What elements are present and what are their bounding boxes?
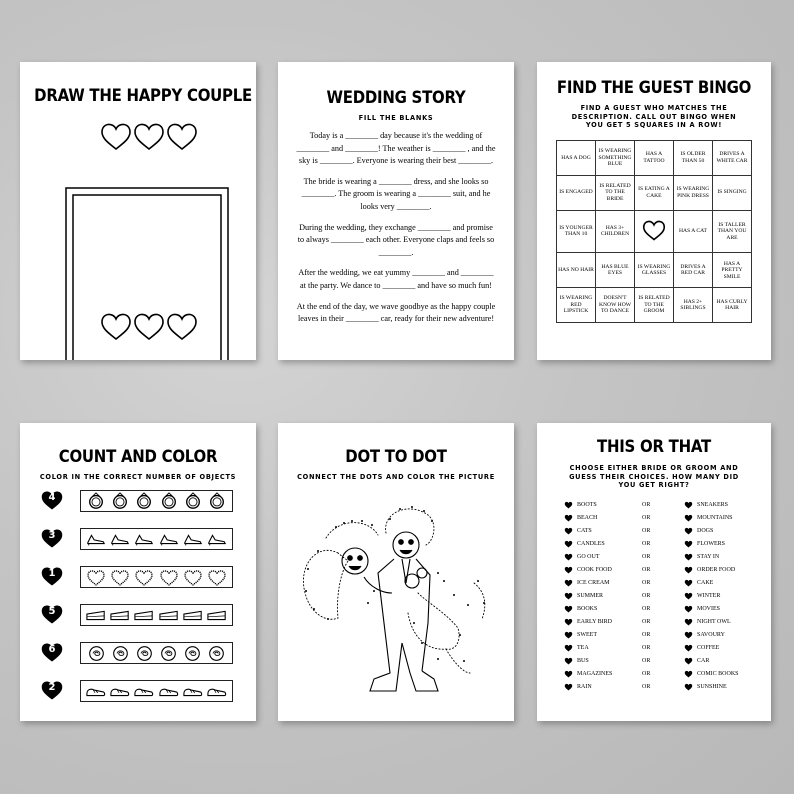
heart-icon [208,569,226,586]
choice-left[interactable]: BOOTS [577,502,597,508]
or-label: OR [642,541,651,547]
heart-bullet-icon [684,657,693,665]
sheet-title: FIND THE GUEST BINGO [556,78,752,98]
heart-bullet-icon [564,683,573,691]
or-label: OR [642,515,651,521]
object-box [80,528,233,550]
object-box [80,566,233,588]
choice-right[interactable]: MOUNTAINS [697,515,733,521]
shoe-icon [183,531,203,547]
heart-icon [135,569,153,586]
heart-bullet-icon [564,540,573,548]
choice-row [537,590,771,603]
bingo-cell[interactable]: IS WEARING GLASSES [635,253,674,288]
guest-bingo-sheet [537,62,771,360]
sheet-subtitle: CHOOSE EITHER BRIDE OR GROOM AND GUESS THEIR CHOICES. HOW MANY DID YOU GET RIGHT? [569,464,739,490]
draw-couple-sheet [20,62,256,360]
heart-bullet-icon [684,501,693,509]
bingo-cell[interactable]: IS WEARING SOMETHING BLUE [596,141,635,176]
shoe-icon [110,531,130,547]
choice-row [537,512,771,525]
count-number: 1 [48,568,56,579]
story-paragraph: After the wedding, we eat yummy ________ and ________ at the party. We dance to ________ and have so much fun! [298,268,494,290]
sheet-title: WEDDING STORY [326,88,466,108]
heart-bullet-icon [684,605,693,613]
or-label: OR [642,606,651,612]
heart-bullet-icon [684,540,693,548]
count-row-roses [40,641,235,665]
choice-right[interactable]: SNEAKERS [697,502,729,508]
choice-right[interactable]: FLOWERS [697,541,726,547]
choice-left[interactable]: COOK FOOD [577,567,612,573]
heart-bullet-icon [564,605,573,613]
choice-left[interactable]: BEACH [577,515,598,521]
choice-row [537,681,771,694]
heart-bullet-icon [564,566,573,574]
or-label: OR [642,658,651,664]
cake-slice-icon [159,608,179,622]
bingo-cell[interactable]: HAS A DOG [557,141,596,176]
count-number: 2 [48,682,56,693]
cake-slice-icon [86,608,106,622]
choice-right[interactable]: NIGHT OWL [697,619,731,625]
choice-right[interactable]: COMIC BOOKS [697,671,739,677]
choice-row [537,564,771,577]
bingo-cell[interactable]: HAS A CAT [674,210,713,253]
bingo-cell[interactable]: IS YOUNGER THAN 10 [557,210,596,253]
choice-row [537,525,771,538]
count-row-hearts [40,565,235,589]
choice-row [537,616,771,629]
choice-left[interactable]: BOOKS [577,606,598,612]
story-text [296,130,496,334]
ring-icon [111,492,129,510]
choice-right[interactable]: MOVIES [697,606,721,612]
heart-bullet-icon [684,592,693,600]
heart-bullet-icon [684,514,693,522]
heart-bullet-icon [564,579,573,587]
sheet-title: THIS OR THAT [597,437,711,457]
cake-slice-icon [134,608,154,622]
bingo-cell[interactable]: IS RELATED TO THE BRIDE [596,175,635,210]
heart-bullet-icon [564,553,573,561]
rose-icon [88,645,105,662]
choice-right[interactable]: WINTER [697,593,721,599]
shoe-icon [159,531,179,547]
heart-bullet-icon [564,592,573,600]
choice-left[interactable]: SUMMER [577,593,604,599]
sheet-title: DOT TO DOT [345,447,447,467]
choice-row [537,642,771,655]
choice-right[interactable]: DOGS [697,528,714,534]
sheet-subtitle: FIND A GUEST WHO MATCHES THE DESCRIPTION. CALL OUT BINGO WHEN YOU GET 5 SQUARES IN A ROW! [571,104,737,130]
shoe-icon [207,531,227,547]
count-row-dress-shoes [40,679,235,703]
cake-slice-icon [207,608,227,622]
choice-left[interactable]: RAIN [577,684,592,690]
ring-icon [184,492,202,510]
or-label: OR [642,528,651,534]
heart-bullet-icon [564,618,573,626]
choice-row [537,603,771,616]
choice-right[interactable]: COFFEE [697,645,720,651]
rose-icon [208,645,225,662]
heart-bullet-icon [564,501,573,509]
bingo-cell[interactable]: HAS 3+ CHILDREN [596,210,635,253]
count-row-shoes [40,527,235,551]
bingo-cell[interactable]: IS SINGING [713,175,752,210]
story-paragraph: The bride is wearing a ________ dress, and she looks so ________. The groom is wearing a ________ suit, and he looks very ________. [301,176,491,211]
choice-row [537,538,771,551]
choice-right[interactable]: SUNSHINE [697,684,727,690]
bingo-grid [556,140,752,323]
object-box [80,680,233,702]
choice-left[interactable]: EARLY BIRD [577,619,613,625]
count-number: 3 [48,530,56,541]
heart-bullet-icon [564,514,573,522]
shoe-icon [134,531,154,547]
story-paragraph: During the wedding, they exchange ________ and promise to always ________ each other. Everyone claps and feels so ________. [297,222,495,257]
couple-dot-picture [278,423,514,721]
cake-slice-icon [110,608,130,622]
choice-left[interactable]: TEA [577,645,589,651]
or-label: OR [642,632,651,638]
choice-row [537,551,771,564]
or-label: OR [642,502,651,508]
choice-left[interactable]: CATS [577,528,592,534]
choice-left[interactable]: SWEET [577,632,597,638]
choice-list [537,499,771,711]
heart-bullet-icon [684,683,693,691]
heart-bullet-icon [564,670,573,678]
bingo-cell[interactable]: IS OLDER THAN 50 [674,141,713,176]
heart-icon [642,219,666,241]
or-label: OR [642,567,651,573]
heart-frame [20,62,256,360]
dress-shoe-icon [134,684,154,698]
choice-left[interactable]: GO OUT [577,554,600,560]
ring-icon [208,492,226,510]
or-label: OR [642,593,651,599]
choice-row [537,629,771,642]
sheet-subtitle: COLOR IN THE CORRECT NUMBER OF OBJECTS [39,473,237,481]
sheet-title: COUNT AND COLOR [58,447,218,467]
choice-left[interactable]: MAGAZINES [577,671,613,677]
story-paragraph: Today is a ________ day because it's the wedding of ________ and ________! The weather is ________ , and the sky is ________. Everyone is wearing their best ________. [296,131,496,166]
or-label: OR [642,619,651,625]
or-label: OR [642,671,651,677]
object-box [80,490,233,512]
or-label: OR [642,645,651,651]
count-number: 6 [48,644,56,655]
choice-right[interactable]: ORDER FOOD [697,567,736,573]
choice-row [537,577,771,590]
bingo-cell[interactable]: IS ENGAGED [557,175,596,210]
this-or-that-sheet [537,423,771,721]
choice-left[interactable]: BUS [577,658,589,664]
heart-bullet-icon [564,644,573,652]
bingo-cell[interactable]: DOESN'T KNOW HOW TO DANCE [596,288,635,323]
bingo-cell[interactable]: HAS BLUE EYES [596,253,635,288]
dress-shoe-icon [159,684,179,698]
object-box [80,642,233,664]
heart-icon [160,569,178,586]
wedding-story-sheet [278,62,514,360]
choice-left[interactable]: CANDLES [577,541,605,547]
heart-bullet-icon [684,618,693,626]
bingo-cell[interactable]: HAS A PRETTY SMILE [713,253,752,288]
heart-bullet-icon [564,527,573,535]
bingo-cell[interactable]: IS EATING A CAKE [635,175,674,210]
or-label: OR [642,554,651,560]
bingo-free-cell[interactable] [635,210,674,253]
bingo-cell[interactable]: DRIVES A RED CAR [674,253,713,288]
ring-icon [87,492,105,510]
dress-shoe-icon [86,684,106,698]
heart-icon [111,569,129,586]
dress-shoe-icon [207,684,227,698]
choice-right[interactable]: SAVOURY [697,632,725,638]
rose-icon [136,645,153,662]
or-label: OR [642,580,651,586]
object-box [80,604,233,626]
bingo-cell[interactable]: IS TALLER THAN YOU ARE [713,210,752,253]
rose-icon [112,645,129,662]
heart-bullet-icon [684,631,693,639]
count-row-rings [40,489,235,513]
choice-row [537,655,771,668]
heart-bullet-icon [684,579,693,587]
rose-icon [160,645,177,662]
dot-to-dot-sheet [278,423,514,721]
sheet-subtitle: FILL THE BLANKS [358,114,434,122]
choice-row [537,499,771,512]
sheet-title: DRAW THE HAPPY COUPLE [34,86,252,106]
heart-bullet-icon [684,566,693,574]
choice-left[interactable]: ICE CREAM [577,580,610,586]
count-number: 4 [48,492,56,503]
cake-slice-icon [183,608,203,622]
heart-icon [184,569,202,586]
bingo-cell[interactable]: DRIVES A WHITE CAR [713,141,752,176]
bingo-cell[interactable]: HAS 2+ SIBLINGS [674,288,713,323]
bingo-cell[interactable]: HAS NO HAIR [557,253,596,288]
choice-right[interactable]: CAKE [697,580,714,586]
shoe-icon [86,531,106,547]
story-paragraph: At the end of the day, we wave goodbye as the happy couple leaves in their ________ car, ready for their new adventure! [296,301,496,324]
bingo-cell[interactable]: IS RELATED TO THE GROOM [635,288,674,323]
ring-icon [160,492,178,510]
bingo-cell[interactable]: HAS A TATTOO [635,141,674,176]
ring-icon [135,492,153,510]
count-color-sheet [20,423,256,721]
count-number: 5 [48,606,56,617]
count-row-cake [40,603,235,627]
choice-right[interactable]: STAY IN [697,554,720,560]
choice-right[interactable]: CAR [697,658,710,664]
rose-icon [184,645,201,662]
choice-row [537,668,771,681]
or-label: OR [642,684,651,690]
bingo-cell[interactable]: IS WEARING PINK DRESS [674,175,713,210]
bingo-cell[interactable]: HAS CURLY HAIR [713,288,752,323]
dress-shoe-icon [110,684,130,698]
bingo-cell[interactable]: IS WEARING RED LIPSTICK [557,288,596,323]
dress-shoe-icon [183,684,203,698]
heart-bullet-icon [684,644,693,652]
heart-bullet-icon [684,670,693,678]
heart-icon [87,569,105,586]
sheet-subtitle: CONNECT THE DOTS AND COLOR THE PICTURE [297,473,495,481]
heart-bullet-icon [684,553,693,561]
heart-bullet-icon [564,657,573,665]
heart-bullet-icon [564,631,573,639]
heart-bullet-icon [684,527,693,535]
